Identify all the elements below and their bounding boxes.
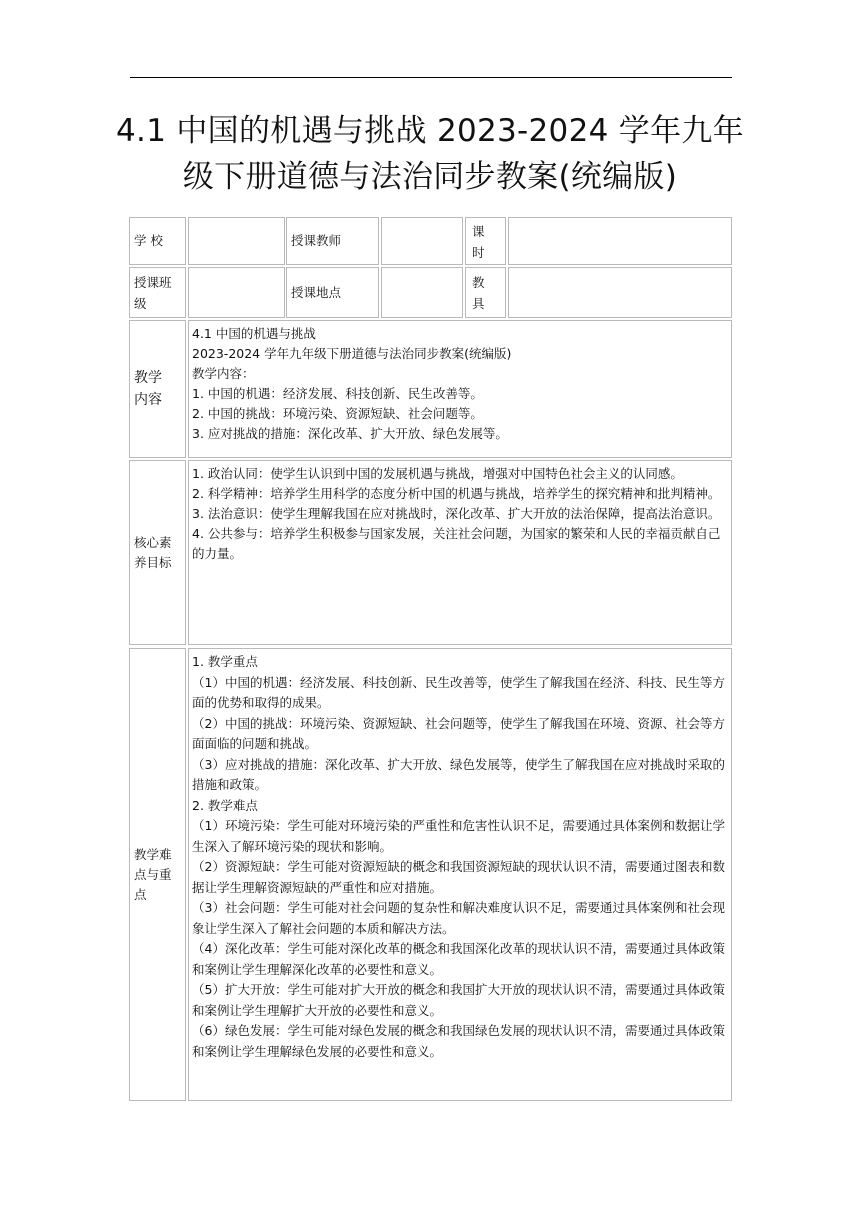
key-point-item: （2）资源短缺：学生可能对资源短缺的概念和我国资源短缺的现状认识不清，需要通过图表和数据让学生理解资源短缺的严重性和应对措施。 — [192, 859, 725, 895]
key-point-item: （5）扩大开放：学生可能对扩大开放的概念和我国扩大开放的现状认识不清，需要通过具体政策和案例让学生理解扩大开放的必要性和意义。 — [192, 982, 725, 1018]
teacher-value — [381, 217, 463, 265]
goals-body — [188, 460, 732, 645]
content-label — [129, 320, 186, 458]
period-label: 课时 — [465, 217, 506, 265]
key-point-item: （6）绿色发展：学生可能对绿色发展的概念和我国绿色发展的现状认识不清，需要通过具体政策和案例让学生理解绿色发展的必要性和意义。 — [192, 1023, 725, 1059]
class-value — [188, 267, 285, 318]
key-point-item: （3）社会问题：学生可能对社会问题的复杂性和解决难度认识不足，需要通过具体案例和社会现象让学生深入了解社会问题的本质和解决方法。 — [192, 900, 725, 936]
content-line: 3. 应对挑战的措施：深化改革、扩大开放、绿色发展等。 — [192, 426, 508, 441]
goal-item: 4. 公共参与：培养学生积极参与国家发展，关注社会问题，为国家的繁荣和人民的幸福贡献自己的力量。 — [192, 526, 721, 561]
key-point-item: （2）中国的挑战：环境污染、资源短缺、社会问题等，使学生了解我国在环境、资源、社会等方面面临的问题和挑战。 — [192, 715, 725, 751]
goal-item: 2. 科学精神：培养学生用科学的态度分析中国的机遇与挑战，培养学生的探究精神和批判精神。 — [192, 486, 721, 501]
goals-label — [129, 460, 186, 645]
school-value — [188, 217, 285, 265]
goals-label-text: 核心素养目标 — [134, 534, 172, 570]
key-point-item: 1. 教学重点 — [192, 654, 258, 669]
key-points-label-text: 教学难点与重点 — [134, 846, 172, 902]
key-point-item: （1）环境污染：学生可能对环境污染的严重性和危害性认识不足，需要通过具体案例和数据让学生深入了解环境污染的现状和影响。 — [192, 818, 725, 854]
tools-value — [508, 267, 732, 318]
content-line: 4.1 中国的机遇与挑战 — [192, 326, 316, 341]
goal-item: 3. 法治意识：使学生理解我国在应对挑战时，深化改革、扩大开放的法治保障，提高法治意识。 — [192, 506, 721, 521]
key-point-item: （4）深化改革：学生可能对深化改革的概念和我国深化改革的现状认识不清，需要通过具体政策和案例让学生理解深化改革的必要性和意义。 — [192, 941, 725, 977]
tools-label: 教具 — [465, 267, 506, 318]
title-line-2: 级下册道德与法治同步教案(统编版) — [182, 159, 678, 195]
content-line: 教学内容： — [192, 366, 255, 381]
content-line: 2. 中国的挑战：环境污染、资源短缺、社会问题等。 — [192, 406, 483, 421]
goal-item: 1. 政治认同：使学生认识到中国的发展机遇与挑战，增强对中国特色社会主义的认同感。 — [192, 466, 683, 481]
location-value — [381, 267, 463, 318]
content-line: 2023-2024 学年九年级下册道德与法治同步教案(统编版) — [192, 346, 512, 361]
key-point-item: （1）中国的机遇：经济发展、科技创新、民生改善等，使学生了解我国在经济、科技、民生等方面的优势和取得的成果。 — [192, 674, 725, 710]
content-body — [188, 320, 732, 458]
key-points-label — [129, 648, 186, 1101]
content-line: 1. 中国的机遇：经济发展、科技创新、民生改善等。 — [192, 386, 483, 401]
content-label-text: 教学内容 — [134, 370, 162, 408]
class-label: 授课班级 — [129, 267, 186, 318]
title-line-1: 4.1 中国的机遇与挑战 2023-2024 学年九年 — [116, 113, 744, 149]
key-points-body — [188, 648, 732, 1101]
key-point-item: （3）应对挑战的措施：深化改革、扩大开放、绿色发展等，使学生了解我国在应对挑战时采取的措施和政策。 — [192, 756, 725, 792]
school-label: 学 校 — [129, 217, 186, 265]
period-value — [508, 217, 732, 265]
location-label: 授课地点 — [286, 267, 379, 318]
key-point-item: 2. 教学难点 — [192, 797, 258, 813]
teacher-label: 授课教师 — [286, 217, 379, 265]
